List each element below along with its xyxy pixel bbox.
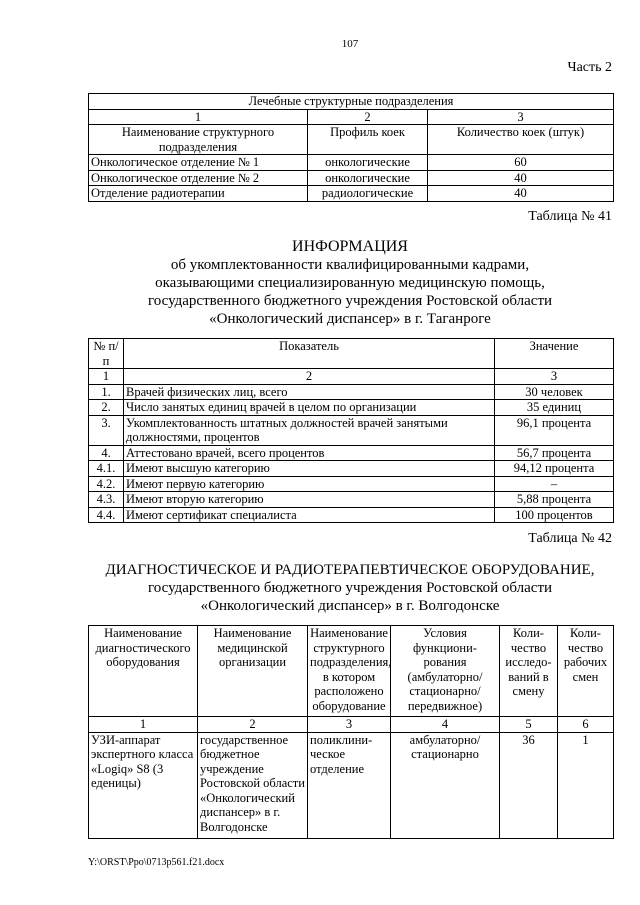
indicator: Число занятых единиц врачей в целом по организации [124, 400, 495, 416]
section-subtitle: об укомплектованности квалифицированными кадрами, [170, 257, 530, 273]
table-label: Таблица № 41 [528, 209, 612, 224]
col-number: 1 [89, 369, 124, 385]
col-number: 3 [428, 109, 614, 125]
beds-table [88, 93, 614, 202]
row-number: 4.3. [89, 492, 124, 508]
table-row [89, 461, 614, 477]
value: – [495, 476, 614, 492]
row-number: 2. [89, 400, 124, 416]
table-label: Таблица № 42 [528, 531, 612, 546]
part-label: Часть 2 [567, 60, 612, 75]
col-number: 2 [198, 717, 308, 733]
cell: Отделение радиотерапии [89, 186, 308, 202]
value: 96,1 процента [495, 415, 614, 445]
cell: онкологические [308, 155, 428, 171]
indicator: Имеют вторую категорию [124, 492, 495, 508]
column-header: Показатель [124, 339, 495, 369]
col-number: 3 [308, 717, 391, 733]
row-number: 1. [89, 384, 124, 400]
table-row [89, 155, 614, 171]
section-subtitle: «Онкологический диспансер» в г. Таганроге [209, 311, 491, 327]
col-number: 6 [558, 717, 614, 733]
col-number: 4 [391, 717, 500, 733]
section-subtitle: оказывающими специализированную медицинскую помощь, [155, 275, 545, 291]
footer-file-path: Y:\ORST\Ppo\0713p561.f21.docx [88, 857, 225, 868]
table-caption: Лечебные структурные подразделения [89, 94, 614, 110]
indicator: Имеют сертификат специалиста [124, 507, 495, 523]
col-number: 1 [89, 109, 308, 125]
column-header: Количество коек (штук) [428, 125, 614, 155]
table-row [89, 384, 614, 400]
column-header: Наименование структурного подразделения, в котором расположено оборудование [308, 626, 391, 717]
cell: 40 [428, 170, 614, 186]
table-row [89, 415, 614, 445]
value: 94,12 процента [495, 461, 614, 477]
cell: Онкологическое отделение № 2 [89, 170, 308, 186]
row-number: 4.2. [89, 476, 124, 492]
table-row [89, 170, 614, 186]
table-row [89, 732, 614, 838]
cell: Онкологическое отделение № 1 [89, 155, 308, 171]
table-row [89, 476, 614, 492]
row-number: 4.4. [89, 507, 124, 523]
column-header: Коли-чество рабочих смен [558, 626, 614, 717]
column-header: Наименование медицинской организации [198, 626, 308, 717]
col-number: 1 [89, 717, 198, 733]
column-header: Наименование структурного подразделения [89, 125, 308, 155]
section-subtitle: государственного бюджетного учреждения Ростовской области [147, 580, 553, 596]
equipment-table [88, 625, 614, 839]
cell: 40 [428, 186, 614, 202]
operating-conditions: амбулаторно/ стационарно [391, 732, 500, 838]
indicator: Имеют первую категорию [124, 476, 495, 492]
indicator: Аттестовано врачей, всего процентов [124, 445, 495, 461]
staffing-table [88, 338, 614, 523]
column-header: Значение [495, 339, 614, 369]
indicator: Врачей физических лиц, всего [124, 384, 495, 400]
cell: радиологические [308, 186, 428, 202]
table-row [89, 445, 614, 461]
equipment-name: УЗИ-аппарат экспертного класса «Logiq» S8 (3 еденицы) [89, 732, 198, 838]
col-number: 2 [124, 369, 495, 385]
indicator: Укомплектованность штатных должностей врачей занятыми должностями, процентов [124, 415, 495, 445]
row-number: 3. [89, 415, 124, 445]
cell: онкологические [308, 170, 428, 186]
table-row [89, 186, 614, 202]
column-header: № п/п [89, 339, 124, 369]
section-subtitle: государственного бюджетного учреждения Ростовской области [147, 293, 553, 309]
col-number: 3 [495, 369, 614, 385]
value: 35 единиц [495, 400, 614, 416]
row-number: 4. [89, 445, 124, 461]
organization: государственное бюджетное учреждение Ростовской области «Онкологический диспансер» в г. Волгодонске [198, 732, 308, 838]
department: поликлини-ческое отделение [308, 732, 391, 838]
table-row [89, 492, 614, 508]
table-row [89, 507, 614, 523]
section-title: ИНФОРМАЦИЯ [292, 238, 408, 255]
col-number: 2 [308, 109, 428, 125]
col-number: 5 [500, 717, 558, 733]
value: 56,7 процента [495, 445, 614, 461]
cell: 60 [428, 155, 614, 171]
indicator: Имеют высшую категорию [124, 461, 495, 477]
section-title: ДИАГНОСТИЧЕСКОЕ И РАДИОТЕРАПЕВТИЧЕСКОЕ ОБОРУДОВАНИЕ, [105, 562, 595, 578]
column-header: Профиль коек [308, 125, 428, 155]
section-subtitle: «Онкологический диспансер» в г. Волгодонске [200, 598, 500, 614]
table-row [89, 400, 614, 416]
column-header: Наименование диагностического оборудования [89, 626, 198, 717]
column-header: Условия функциони-рования (амбулаторно/ стационарно/ передвижное) [391, 626, 500, 717]
studies-per-shift: 36 [500, 732, 558, 838]
value: 100 процентов [495, 507, 614, 523]
column-header: Коли-чество исследо-ваний в смену [500, 626, 558, 717]
page-number: 107 [341, 38, 359, 50]
value: 5,88 процента [495, 492, 614, 508]
value: 30 человек [495, 384, 614, 400]
row-number: 4.1. [89, 461, 124, 477]
work-shifts: 1 [558, 732, 614, 838]
